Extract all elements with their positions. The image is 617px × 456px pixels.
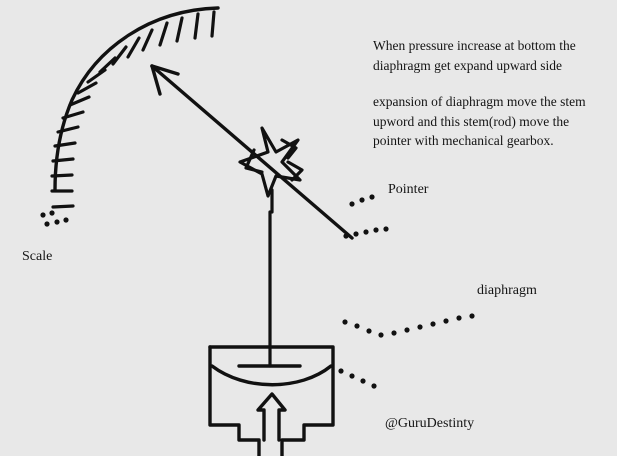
annotation-note-pressure: When pressure increase at bottom the diaphragm get expand upward side bbox=[373, 38, 576, 73]
leader-dot bbox=[456, 315, 461, 320]
leader-dot bbox=[378, 332, 383, 337]
scale-tick bbox=[160, 23, 167, 45]
leader-dot bbox=[366, 328, 371, 333]
scale-arc-curve bbox=[55, 8, 218, 190]
leader-dot bbox=[373, 227, 378, 232]
scale-leader-dots bbox=[40, 210, 68, 226]
leader-dot bbox=[359, 197, 364, 202]
label-pointer: Pointer bbox=[388, 182, 429, 197]
leader-dot bbox=[383, 226, 388, 231]
leader-dot bbox=[338, 368, 343, 373]
housing-left-outline bbox=[210, 347, 259, 456]
credit-watermark: @GuruDestinty bbox=[385, 416, 475, 431]
leader-dot bbox=[417, 324, 422, 329]
leader-dot bbox=[354, 323, 359, 328]
stem-rod bbox=[270, 190, 272, 366]
leader-dot bbox=[363, 229, 368, 234]
label-scale: Scale bbox=[22, 249, 53, 264]
leader-dot bbox=[369, 194, 374, 199]
scale-tick bbox=[128, 38, 139, 57]
scale-ticks bbox=[52, 12, 214, 207]
leader-dot bbox=[430, 321, 435, 326]
pressure-arrow-outline bbox=[258, 394, 285, 440]
diaphragm-membrane bbox=[212, 366, 331, 385]
scale-tick bbox=[195, 14, 198, 38]
label-diaphragm: diaphragm bbox=[477, 283, 537, 298]
leader-dot bbox=[49, 210, 54, 215]
pressure-arrow-icon bbox=[258, 394, 285, 440]
leader-dot bbox=[349, 373, 354, 378]
leader-dot bbox=[343, 233, 348, 238]
leader-dot bbox=[342, 319, 347, 324]
leader-dot bbox=[54, 219, 59, 224]
leader-dot bbox=[443, 318, 448, 323]
gear-spur-c bbox=[246, 150, 262, 172]
leader-dot bbox=[469, 313, 474, 318]
scale-tick bbox=[212, 12, 214, 36]
scale-arc bbox=[55, 8, 218, 190]
leader-dot bbox=[404, 327, 409, 332]
scale-tick bbox=[113, 47, 126, 64]
scale-tick bbox=[177, 18, 182, 41]
leader-dot bbox=[44, 221, 49, 226]
leader-dot bbox=[371, 383, 376, 388]
leader-dot bbox=[349, 201, 354, 206]
scale-tick bbox=[53, 159, 73, 161]
pointer-leader-dots bbox=[343, 194, 388, 238]
leader-dot bbox=[360, 378, 365, 383]
leader-dot bbox=[391, 330, 396, 335]
leader-dot bbox=[40, 212, 45, 217]
leader-dot bbox=[63, 217, 68, 222]
scale-tick bbox=[52, 175, 72, 176]
annotation-note-expansion: expansion of diaphragm move the stem upword and this stem(rod) move the pointer with mechanical gearbox. bbox=[373, 94, 586, 149]
leader-dot bbox=[353, 231, 358, 236]
scale-tick bbox=[143, 30, 152, 50]
scale-tick bbox=[53, 206, 73, 207]
diaphragm-leader-dots bbox=[338, 313, 474, 388]
